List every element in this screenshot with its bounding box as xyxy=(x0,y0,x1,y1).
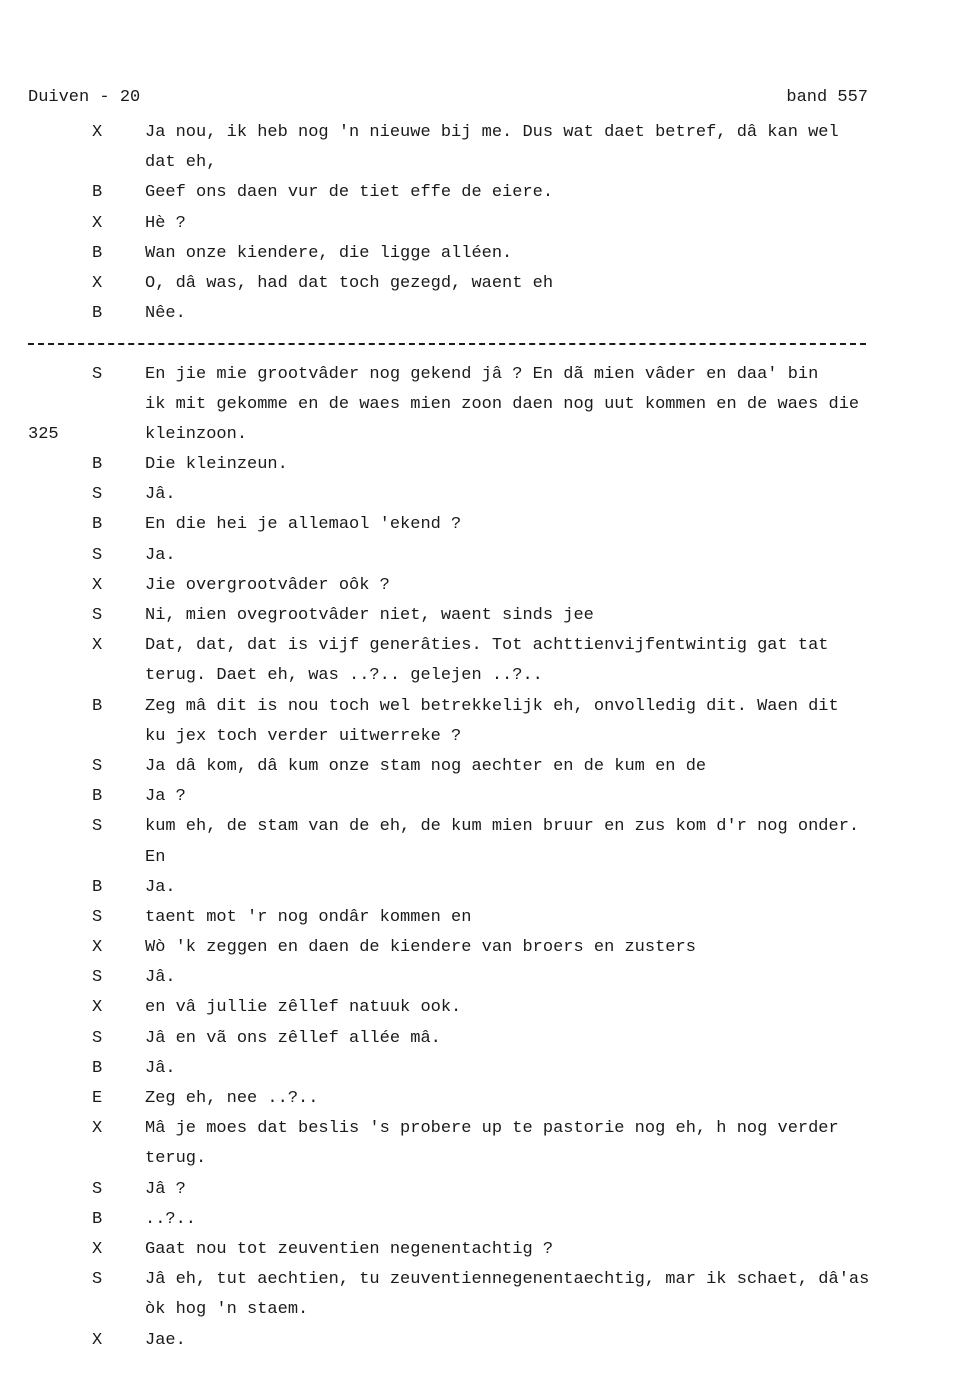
transcript-line xyxy=(0,269,966,299)
utterance-text: Nêe. xyxy=(145,304,186,324)
section-divider xyxy=(0,329,966,359)
utterance-text: Jâ. xyxy=(145,485,176,505)
speaker-label: B xyxy=(92,787,103,807)
transcript-line xyxy=(0,752,966,782)
utterance-text: Mâ je moes dat beslis 's probere up te pastorie nog eh, h nog verder xyxy=(145,1119,839,1139)
transcript-line xyxy=(0,510,966,540)
transcript-line xyxy=(0,873,966,903)
utterance-text: Geef ons daen vur de tiet effe de eiere. xyxy=(145,183,554,203)
utterance-text: Jâ. xyxy=(145,968,176,988)
speaker-label: S xyxy=(92,606,103,625)
transcript-line xyxy=(0,118,966,148)
speaker-label: B xyxy=(92,1209,103,1229)
speaker-label: B xyxy=(92,183,103,203)
line-number: 325 xyxy=(28,424,59,444)
speaker-label: B xyxy=(92,304,103,324)
speaker-label: X xyxy=(92,1239,103,1259)
page-header xyxy=(28,88,868,107)
transcript-body xyxy=(0,118,966,1356)
transcript-line xyxy=(0,1265,966,1295)
utterance-text: Jae. xyxy=(145,1330,186,1350)
speaker-label: S xyxy=(92,756,103,776)
speaker-label: B xyxy=(92,455,103,475)
utterance-text: Wò 'k zeggen en daen de kiendere van broers en zusters xyxy=(145,938,696,958)
utterance-text: Ni, mien ovegrootvâder niet, waent sinds jee xyxy=(145,606,594,625)
speaker-label: S xyxy=(92,1028,103,1048)
transcript-line xyxy=(0,782,966,812)
transcript-line xyxy=(0,299,966,329)
transcript-line xyxy=(0,1144,966,1174)
utterance-text: O, dâ was, had dat toch gezegd, waent eh xyxy=(145,273,554,293)
speaker-label: X xyxy=(92,273,103,293)
transcript-line xyxy=(0,360,966,390)
speaker-label: E xyxy=(92,1089,103,1108)
utterance-text: òk hog 'n staem. xyxy=(145,1300,309,1320)
speaker-label: X xyxy=(92,998,103,1018)
utterance-text: Zeg eh, nee ..?.. xyxy=(145,1089,319,1108)
utterance-text: ..?.. xyxy=(145,1209,197,1229)
speaker-label: S xyxy=(92,545,103,565)
transcript-line xyxy=(0,239,966,269)
speaker-label: X xyxy=(92,938,103,958)
utterance-text: ku jex toch verder uitwerreke ? xyxy=(145,726,462,746)
speaker-label: X xyxy=(92,123,103,142)
utterance-text: en vâ jullie zêllef natuuk ook. xyxy=(145,998,462,1018)
utterance-text: terug. xyxy=(145,1149,207,1169)
utterance-text: Ja dâ kom, dâ kum onze stam nog aechter en de kum en de xyxy=(145,756,707,776)
speaker-label: B xyxy=(92,515,103,535)
utterance-text: Wan onze kiendere, die ligge alléen. xyxy=(145,243,513,263)
transcript-line xyxy=(0,1326,966,1356)
utterance-text: En jie mie grootvâder nog gekend jâ ? En dã mien vâder en daa' bin xyxy=(145,364,819,384)
utterance-text: Ja. xyxy=(145,877,176,897)
utterance-text: Dat, dat, dat is vijf generâties. Tot achttienvijfentwintig gat tat xyxy=(145,636,829,656)
speaker-label: X xyxy=(92,1330,103,1350)
transcript-line xyxy=(0,1295,966,1325)
utterance-text: taent mot 'r nog ondâr kommen en xyxy=(145,907,472,927)
utterance-text: Jâ eh, tut aechtien, tu zeuventiennegenentaechtig, mar ik schaet, dâ'as xyxy=(145,1270,870,1290)
utterance-text: dat eh, xyxy=(145,153,217,173)
speaker-label: S xyxy=(92,907,103,927)
transcript-line xyxy=(0,1114,966,1144)
transcript-line xyxy=(0,1205,966,1235)
speaker-label: X xyxy=(92,575,103,595)
speaker-label: B xyxy=(92,877,103,897)
transcript-line xyxy=(0,843,966,873)
utterance-text: kum eh, de stam van de eh, de kum mien bruur en zus kom d'r nog onder. xyxy=(145,817,860,837)
utterance-text: Jâ en vã ons zêllef allée mâ. xyxy=(145,1028,441,1048)
header-location: Duiven - 20 xyxy=(28,88,141,107)
utterance-text: Gaat nou tot zeuventien negenentachtig ? xyxy=(145,1239,554,1259)
transcript-line xyxy=(0,1024,966,1054)
transcript-line xyxy=(0,692,966,722)
speaker-label: B xyxy=(92,1058,103,1078)
utterance-text: Ja ? xyxy=(145,787,186,807)
utterance-text: Ja. xyxy=(145,545,176,565)
speaker-label: X xyxy=(92,213,103,233)
utterance-text: Jie overgrootvâder oôk ? xyxy=(145,575,390,595)
utterance-text: Ja nou, ik heb nog 'n nieuwe bij me. Dus wat daet betref, dâ kan wel xyxy=(145,123,839,142)
speaker-label: X xyxy=(92,1119,103,1139)
utterance-text: kleinzoon. xyxy=(145,424,248,444)
transcript-line xyxy=(0,963,966,993)
speaker-label: B xyxy=(92,696,103,716)
speaker-label: B xyxy=(92,243,103,263)
transcript-line xyxy=(0,1235,966,1265)
transcript-line xyxy=(0,1054,966,1084)
transcript-line xyxy=(0,631,966,661)
utterance-text: Jâ ? xyxy=(145,1179,186,1199)
utterance-text: Die kleinzeun. xyxy=(145,455,288,475)
transcript-line xyxy=(0,812,966,842)
transcript-line xyxy=(0,601,966,631)
transcript-line xyxy=(0,571,966,601)
transcript-line xyxy=(0,722,966,752)
speaker-label: S xyxy=(92,1270,103,1290)
transcript-line xyxy=(0,541,966,571)
transcript-line xyxy=(0,420,966,450)
utterance-text: Hè ? xyxy=(145,213,186,233)
transcript-line xyxy=(0,148,966,178)
transcript-line xyxy=(0,209,966,239)
utterance-text: Zeg mâ dit is nou toch wel betrekkelijk eh, onvolledig dit. Waen dit xyxy=(145,696,839,716)
transcript-line xyxy=(0,450,966,480)
header-band: band 557 xyxy=(786,88,868,107)
speaker-label: S xyxy=(92,364,103,384)
transcript-line xyxy=(0,178,966,208)
transcript-line xyxy=(0,933,966,963)
utterance-text: Jâ. xyxy=(145,1058,176,1078)
speaker-label: S xyxy=(92,1179,103,1199)
utterance-text: En xyxy=(145,847,166,867)
utterance-text: ik mit gekomme en de waes mien zoon daen nog uut kommen en de waes die xyxy=(145,394,860,414)
transcript-line xyxy=(0,661,966,691)
speaker-label: S xyxy=(92,968,103,988)
speaker-label: X xyxy=(92,636,103,656)
transcript-line xyxy=(0,390,966,420)
utterance-text: En die hei je allemaol 'ekend ? xyxy=(145,515,462,535)
utterance-text: terug. Daet eh, was ..?.. gelejen ..?.. xyxy=(145,666,543,686)
transcript-line xyxy=(0,903,966,933)
transcript-line xyxy=(0,1084,966,1114)
transcript-line xyxy=(0,480,966,510)
transcript-line xyxy=(0,993,966,1023)
speaker-label: S xyxy=(92,817,103,837)
transcript-line xyxy=(0,1175,966,1205)
speaker-label: S xyxy=(92,485,103,505)
